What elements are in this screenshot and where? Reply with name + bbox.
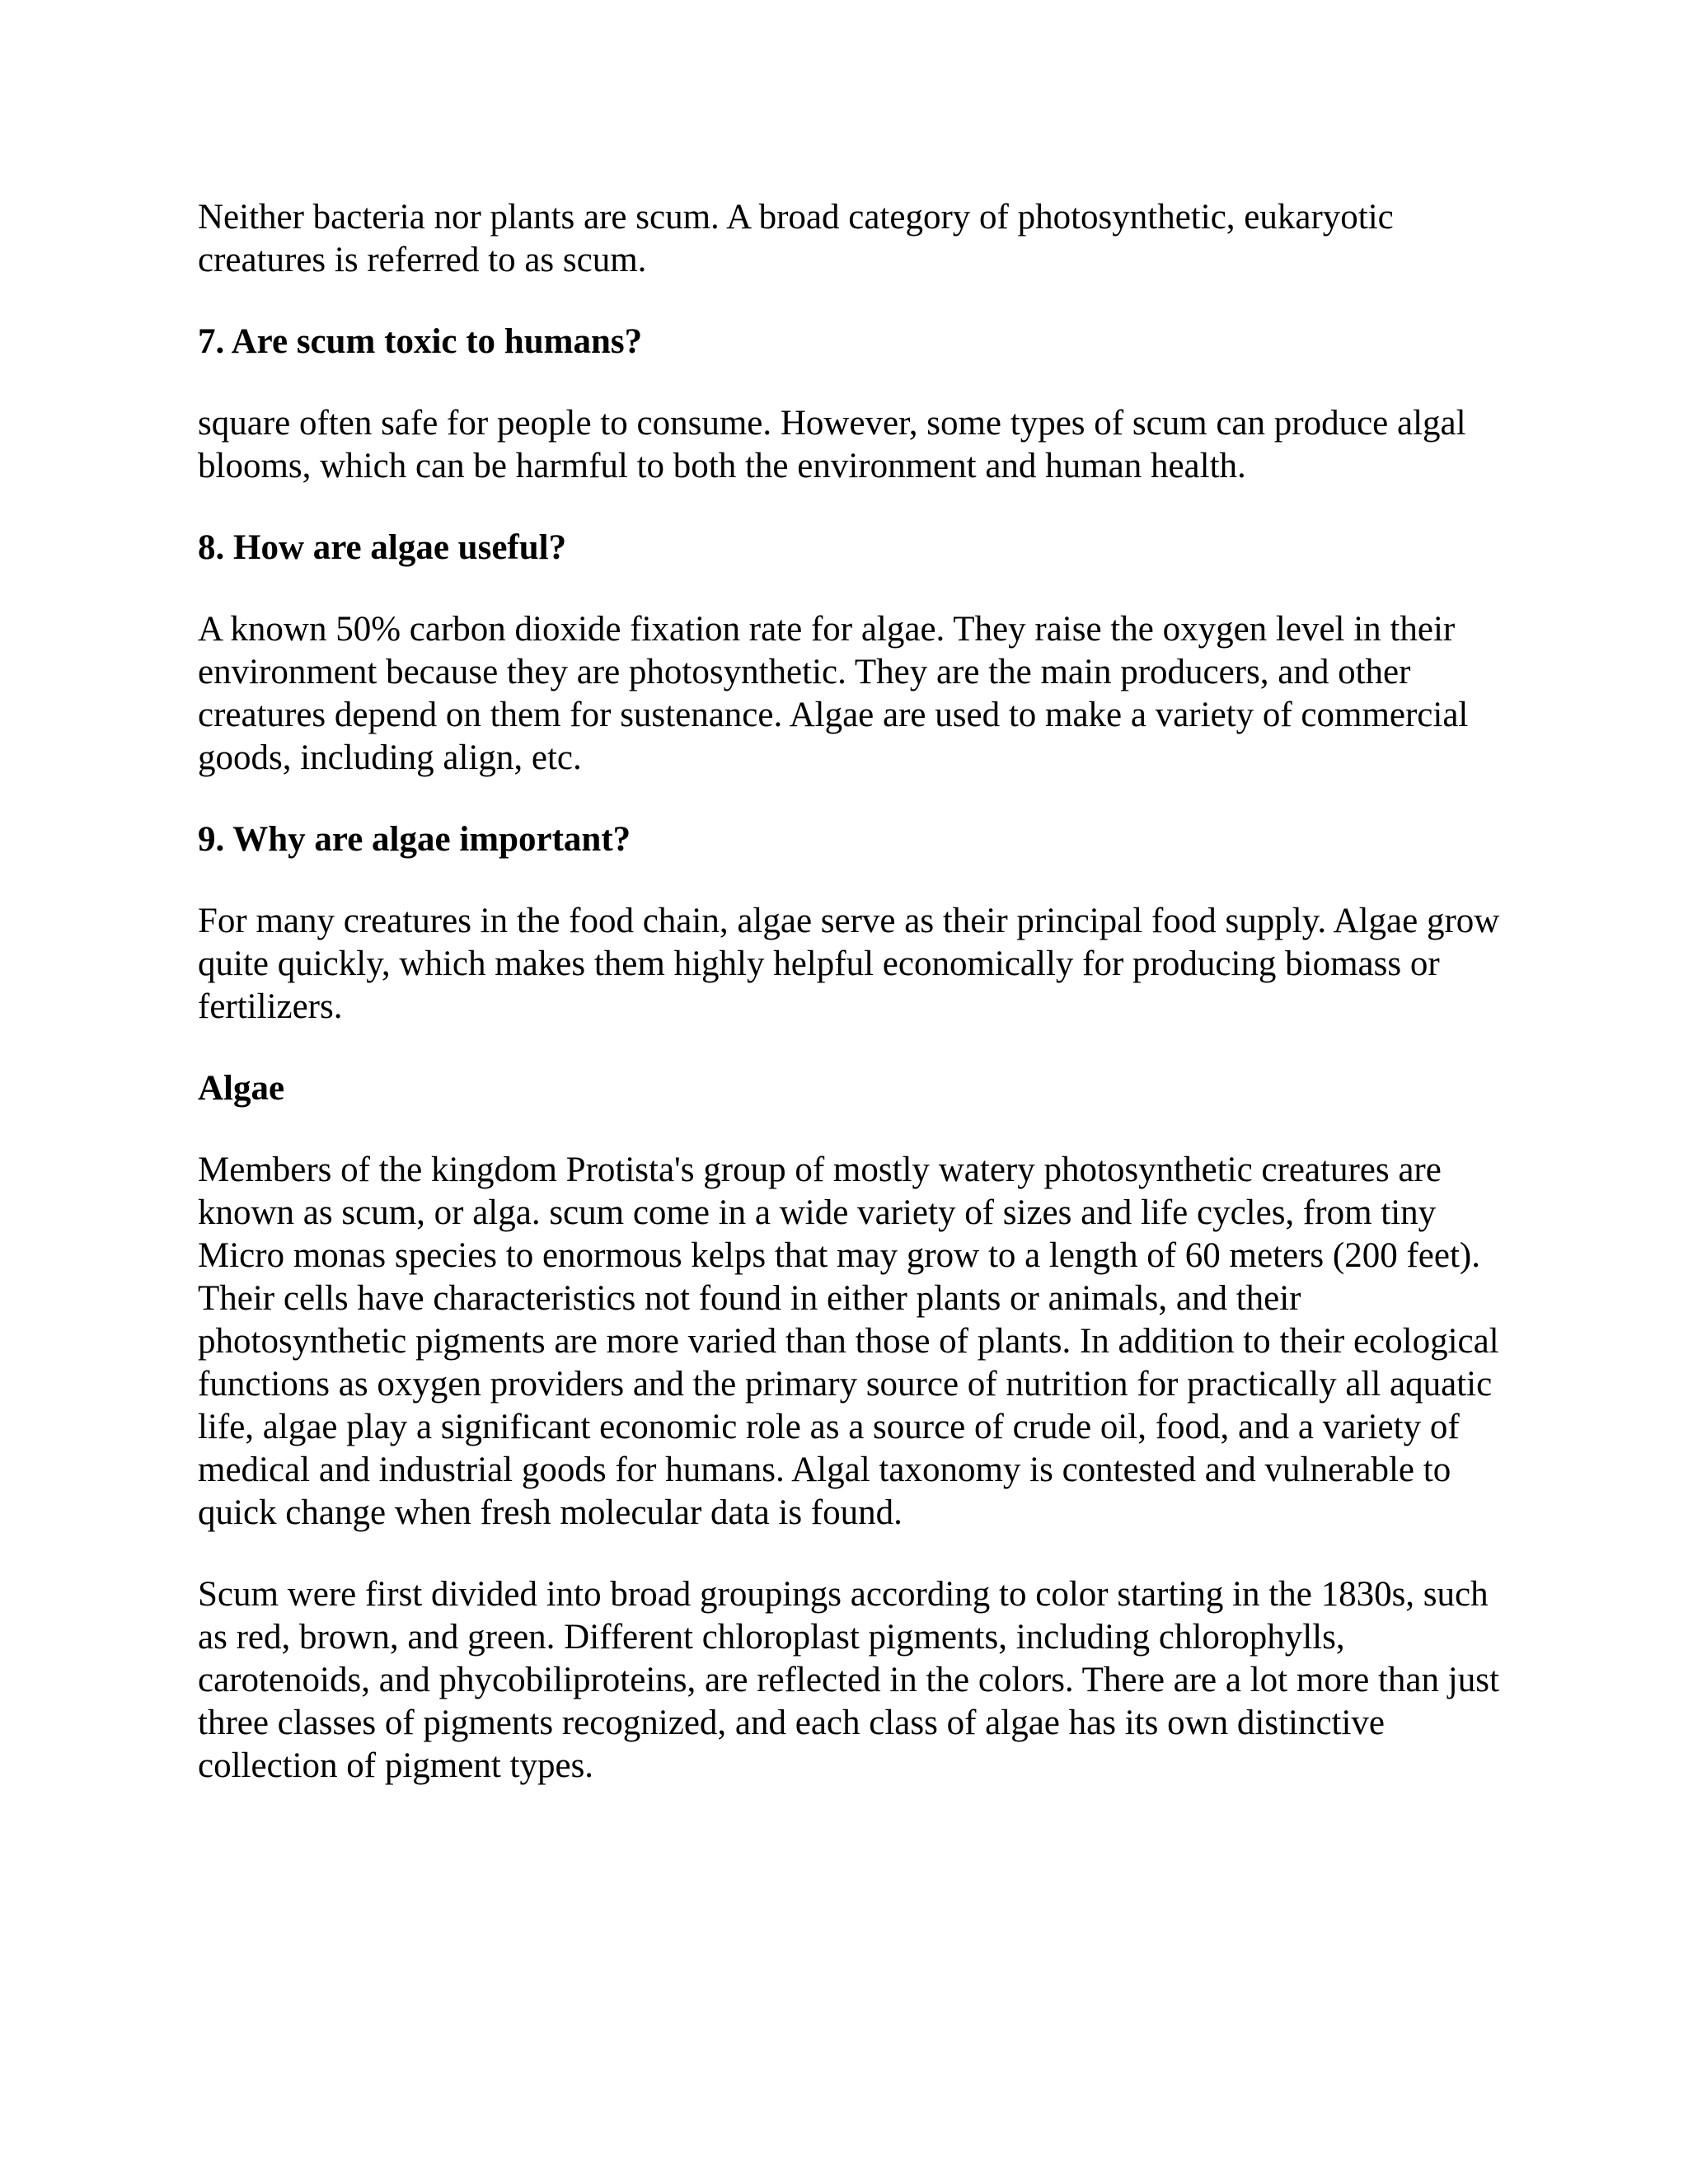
paragraph-algae-pigments: Scum were first divided into broad groupings according to color starting in the 1830s, such as red, brown, and green. Different chloroplast pigments, including chlorophylls, carotenoids, and phycobiliproteins, are reflected in the colors. There are a lot more than just three classes of pigments recognized, and each class of algae has its own distinctive collection of pigment types.	[198, 1575, 1499, 1785]
paragraph-important-answer: For many creatures in the food chain, algae serve as their principal food supply. Algae grow quite quickly, which makes them highly helpful economically for producing biomass or fertilizers.	[198, 902, 1500, 1026]
paragraph-scum-definition: Neither bacteria nor plants are scum. A broad category of photosynthetic, eukaryotic creatures is referred to as scum.	[198, 198, 1394, 279]
paragraph-useful-answer: A known 50% carbon dioxide fixation rate for algae. They raise the oxygen level in their environment because they are photosynthetic. They are the main producers, and other creatures depend on them for sustenance. Algae are used to make a variety of commercial goods, including align, etc.	[198, 610, 1469, 777]
heading-algae-useful: 8. How are algae useful?	[198, 528, 567, 567]
document-body	[198, 196, 1517, 1826]
paragraph-toxic-answer: square often safe for people to consume. However, some types of scum can produce algal blooms, which can be harmful to both the environment and human health.	[198, 404, 1466, 485]
heading-algae-important: 9. Why are algae important?	[198, 820, 631, 859]
paragraph-algae-overview: Members of the kingdom Protista's group of mostly watery photosynthetic creatures are known as scum, or alga. scum come in a wide variety of sizes and life cycles, from tiny Micro monas species to enormous kelps that may grow to a length of 60 meters (200 feet). Their cells have characteristics not found in either plants or animals, and their photosynthetic pigments are more varied than those of plants. In addition to their ecological functions as oxygen providers and the primary source of nutrition for practically all aquatic life, algae play a significant economic role as a source of crude oil, food, and a variety of medical and industrial goods for humans. Algal taxonomy is contested and vulnerable to quick change when fresh molecular data is found.	[198, 1151, 1499, 1532]
heading-algae: Algae	[198, 1069, 285, 1108]
heading-toxic-to-humans: 7. Are scum toxic to humans?	[198, 322, 643, 361]
